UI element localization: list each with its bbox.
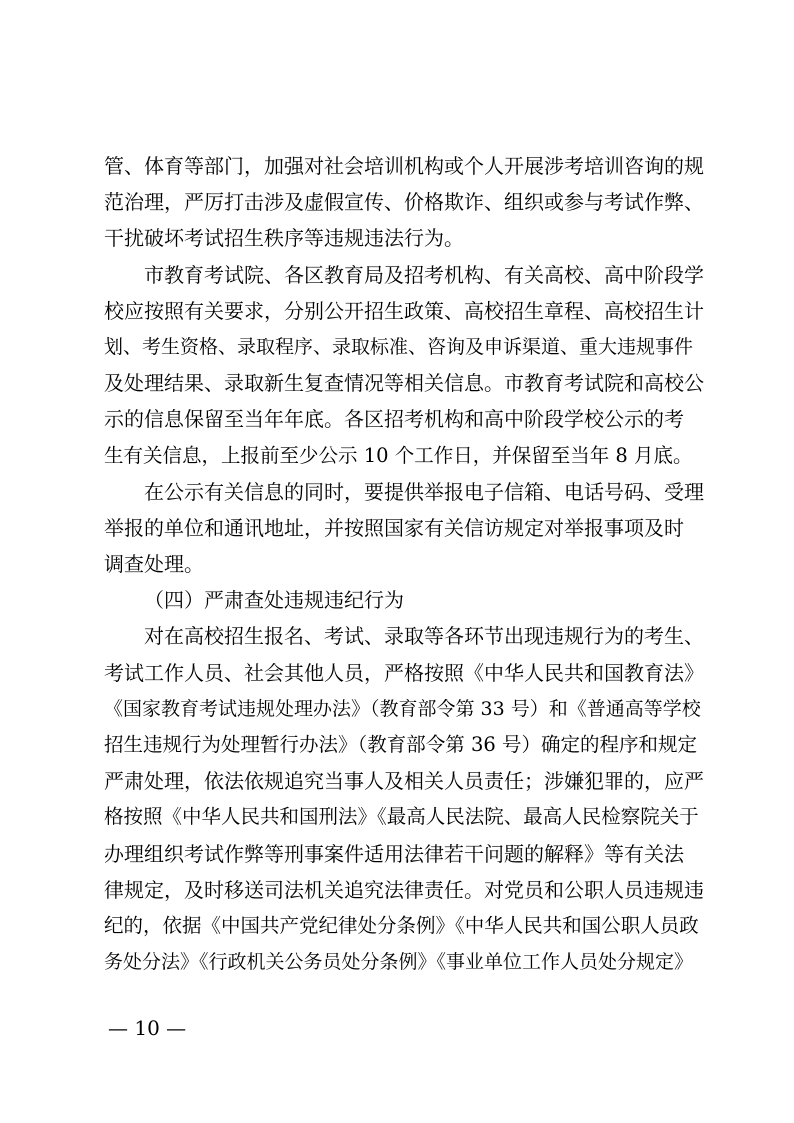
paragraph-start-line: 在公示有关信息的同时，要提供举报电子信箱、电话号码、受理: [144, 479, 704, 504]
paragraph-start-line: 对在高校招生报名、考试、录取等各环节出现违规行为的考生、: [144, 624, 704, 649]
text-line: 校应按照有关要求，分别公开招生政策、高校招生章程、高校招生计: [104, 298, 704, 323]
text-line: 务处分法》《行政机关公务员处分条例》《事业单位工作人员处分规定》: [104, 951, 694, 974]
text-line: 《国家教育考试违规处理办法》（教育部令第 33 号）和《普通高等学校: [104, 697, 701, 720]
text-line: 律规定，及时移送司法机关追究法律责任。对党员和公职人员违规违: [104, 877, 704, 902]
section-heading: （四）严肃查处违规违纪行为: [144, 588, 404, 613]
text-line: 及处理结果、录取新生复查情况等相关信息。市教育考试院和高校公: [104, 371, 704, 396]
text-line: 纪的，依据《中国共产党纪律处分条例》《中华人民共和国公职人员政: [104, 913, 699, 937]
text-line: 考试工作人员、社会其他人员，严格按照《中华人民共和国教育法》: [104, 660, 704, 685]
text-line: 范治理，严厉打击涉及虚假宣传、价格欺诈、组织或参与考试作弊、: [104, 190, 704, 215]
text-line: 示的信息保留至当年年底。各区招考机构和高中阶段学校公示的考: [104, 407, 684, 432]
text-line: 生有关信息，上报前至少公示 10 个工作日，并保留至当年 8 月底。: [104, 443, 693, 467]
text-line: 严肃处理，依法依规追究当事人及相关人员责任；涉嫌犯罪的，应严: [104, 769, 704, 794]
paragraph-start-line: 市教育考试院、各区教育局及招考机构、有关高校、高中阶段学: [144, 262, 704, 287]
text-line: 划、考生资格、录取程序、录取标准、咨询及申诉渠道、重大违规事件: [104, 335, 694, 358]
text-line: 调查处理。: [104, 552, 204, 577]
text-line: 招生违规行为处理暂行办法》（教育部令第 36 号）确定的程序和规定: [104, 733, 697, 756]
text-line: 办理组织考试作弊等刑事案件适用法律若干问题的解释》等有关法: [104, 841, 684, 866]
page-number: — 10 —: [108, 1016, 187, 1040]
text-line: 格按照《中华人民共和国刑法》《最高人民法院、最高人民检察院关于: [104, 805, 699, 829]
text-line: 管、体育等部门，加强对社会培训机构或个人开展涉考培训咨询的规: [104, 154, 704, 178]
text-line: 干扰破坏考试招生秩序等违规违法行为。: [104, 226, 464, 251]
document-body: [104, 148, 704, 980]
text-line: 举报的单位和通讯地址，并按照国家有关信访规定对举报事项及时: [104, 515, 684, 540]
